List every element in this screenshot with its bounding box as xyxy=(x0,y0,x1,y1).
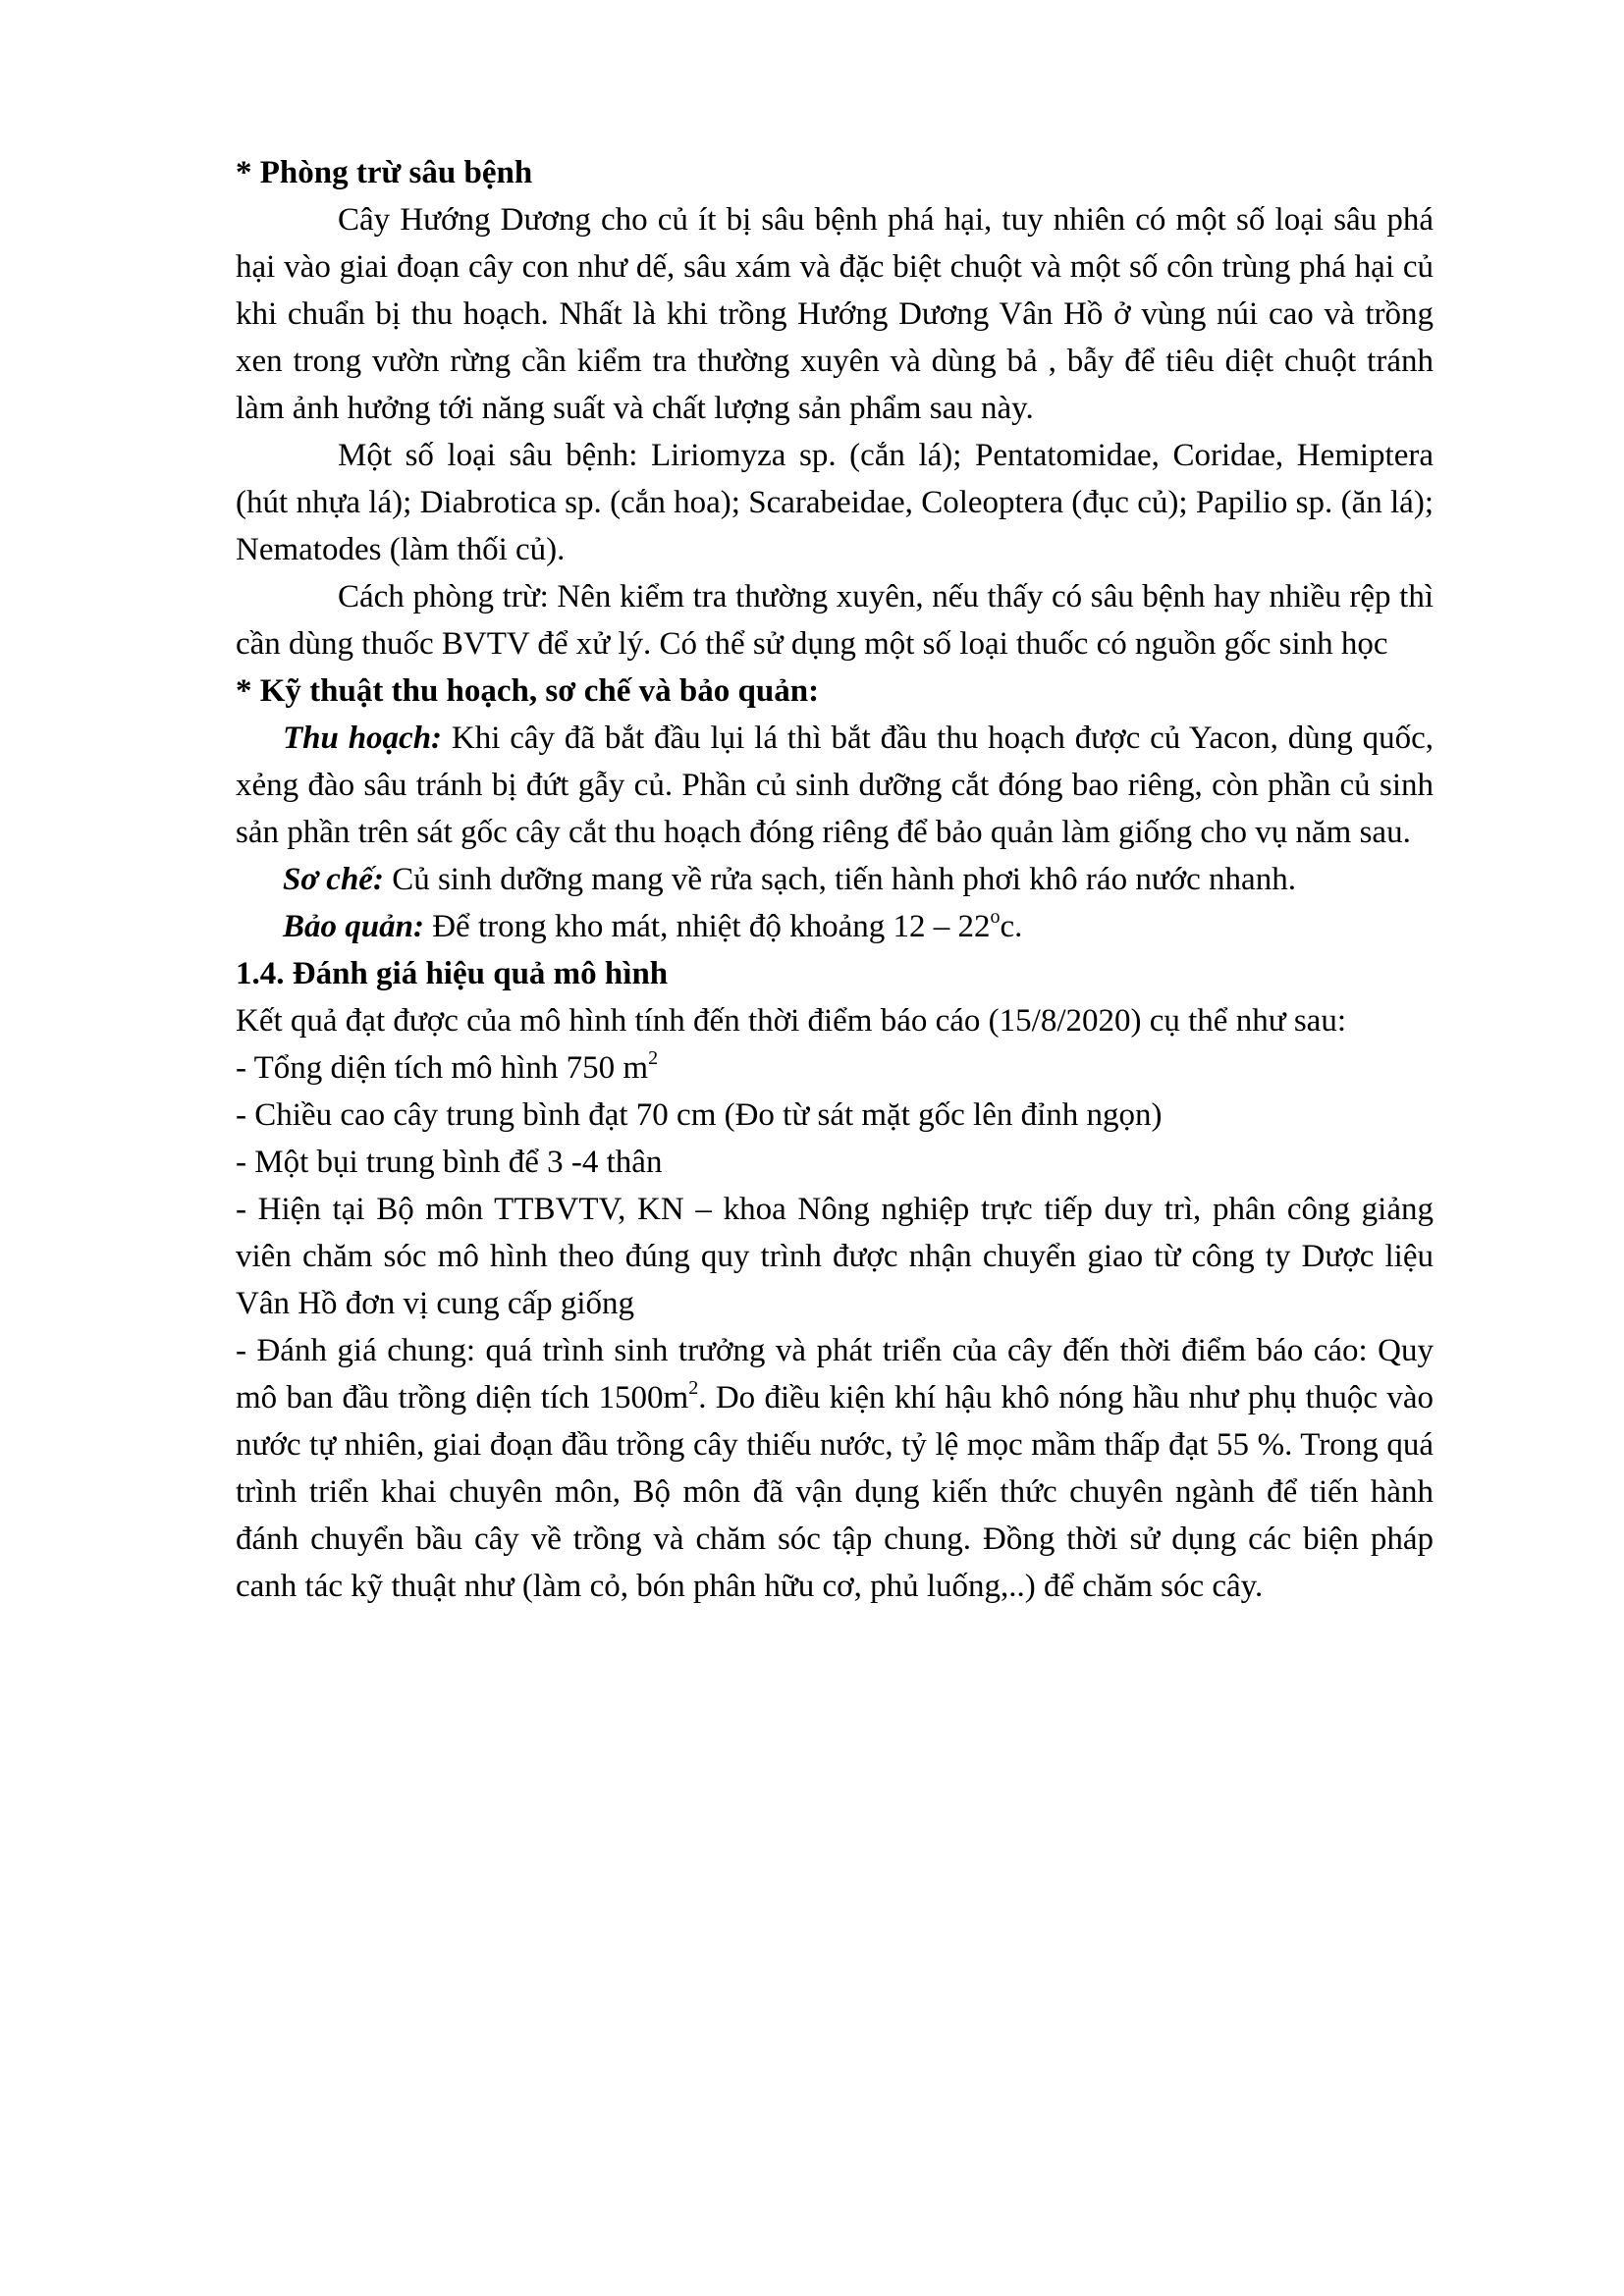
bullet-general-evaluation xyxy=(236,1327,1434,1610)
harvest-technique-heading: * Kỹ thuật thu hoạch, sơ chế và bảo quản: xyxy=(236,673,820,709)
bullet-general-evaluation-b: . Do điều kiện khí hậu khô nóng hầu như phụ thuộc vào nước tự nhiên, giai đoạn đầu trồng cây thiếu nước, tỷ lệ mọc mầm thấp đạt 55 %. Trong quá trình triển khai chuyên môn, Bộ môn đã vận dụng kiến thức chuyên ngành để tiến hành đánh chuyển bầu cây về trồng và chăm sóc tập chung. Đồng thời sử dụng các biện pháp canh tác kỹ thuật như (làm cỏ, bón phân hữu cơ, phủ luống,..) để chăm sóc cây. xyxy=(236,1380,1434,1604)
harvest-label: Thu hoạch: xyxy=(283,721,443,756)
processing-paragraph xyxy=(236,856,1434,903)
control-method-paragraph: Cách phòng trừ: Nên kiểm tra thường xuyên, nếu thấy có sâu bệnh hay nhiều rệp thì cần dùng thuốc BVTV để xử lý. Có thể sử dụng một số loại thuốc có nguồn gốc sinh học xyxy=(236,579,1434,662)
bullet-plant-height: - Chiều cao cây trung bình đạt 70 cm (Đo từ sát mặt gốc lên đỉnh ngọn) xyxy=(236,1097,1163,1133)
harvest-text: Khi cây đã bắt đầu lụi lá thì bắt đầu thu hoạch được củ Yacon, dùng quốc, xẻng đào sâu tránh bị đứt gẫy củ. Phần củ sinh dưỡng cắt đóng bao riêng, còn phần củ sinh sản phần trên sát gốc cây cắt thu hoạch đóng riêng để bảo quản làm giống cho vụ năm sau. xyxy=(236,721,1434,850)
storage-unit: c. xyxy=(1000,909,1023,944)
evaluation-intro: Kết quả đạt được của mô hình tính đến thời điểm báo cáo (15/8/2020) cụ thể như sau: xyxy=(236,1003,1346,1039)
storage-paragraph xyxy=(236,903,1434,950)
storage-label: Bảo quản: xyxy=(283,909,424,944)
harvest-paragraph xyxy=(236,715,1434,856)
bullet-general-evaluation-a: - Đánh giá chung: quá trình sinh trưởng và phát triển của cây đến thời điểm báo cáo: Quy mô ban đầu trồng diện tích 1500m xyxy=(236,1333,1434,1415)
bullet-total-area-text: - Tổng diện tích mô hình 750 m xyxy=(236,1050,649,1086)
storage-degree-sup: o xyxy=(990,906,1001,928)
bullet-general-evaluation-sup: 2 xyxy=(688,1377,699,1399)
processing-text: Củ sinh dưỡng mang về rửa sạch, tiến hành phơi khô ráo nước nhanh. xyxy=(383,862,1296,897)
evaluation-heading: 1.4. Đánh giá hiệu quả mô hình xyxy=(236,956,669,991)
bullet-stems: - Một bụi trung bình để 3 -4 thân xyxy=(236,1145,663,1180)
document-page xyxy=(236,149,1434,1610)
pest-control-paragraph-1: Cây Hướng Dương cho củ ít bị sâu bệnh phá hại, tuy nhiên có một số loại sâu phá hại vào giai đoạn cây con như dế, sâu xám và đặc biệt chuột và một số côn trùng phá hại củ khi chuẩn bị thu hoạch. Nhất là khi trồng Hướng Dương Vân Hồ ở vùng núi cao và trồng xen trong vườn rừng cần kiểm tra thường xuyên và dùng bả , bẫy để tiêu diệt chuột tránh làm ảnh hưởng tới năng suất và chất lượng sản phẩm sau này. xyxy=(236,202,1434,426)
pest-control-heading: * Phòng trừ sâu bệnh xyxy=(236,155,533,190)
storage-text: Để trong kho mát, nhiệt độ khoảng 12 – 22 xyxy=(423,909,991,944)
bullet-maintenance: - Hiện tại Bộ môn TTBVTV, KN – khoa Nông nghiệp trực tiếp duy trì, phân công giảng viên chăm sóc mô hình theo đúng quy trình được nhận chuyển giao từ công ty Dược liệu Vân Hồ đơn vị cung cấp giống xyxy=(236,1192,1434,1321)
pest-list-paragraph: Một số loại sâu bệnh: Liriomyza sp. (cắn lá); Pentatomidae, Coridae, Hemiptera (hút nhựa lá); Diabrotica sp. (cắn hoa); Scarabeidae, Coleoptera (đục củ); Papilio sp. (ăn lá); Nematodes (làm thối củ). xyxy=(236,438,1434,567)
processing-label: Sơ chế: xyxy=(283,862,384,897)
bullet-total-area xyxy=(236,1044,1434,1092)
bullet-total-area-sup: 2 xyxy=(648,1047,659,1069)
